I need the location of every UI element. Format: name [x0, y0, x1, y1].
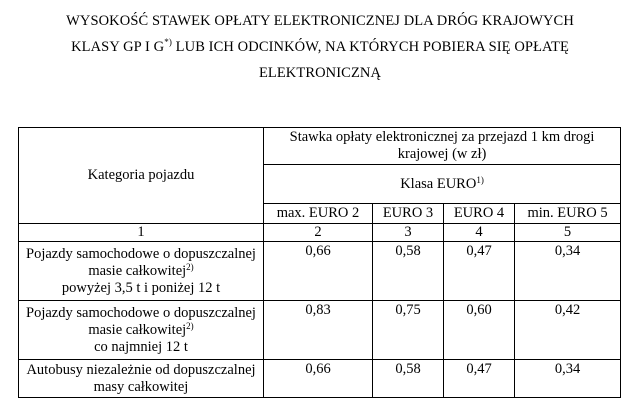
rate-value: 0,34 [515, 242, 621, 301]
rate-value: 0,47 [444, 360, 515, 398]
euro-class-cell: EURO 3 [373, 204, 444, 224]
table-row [19, 242, 621, 301]
document-title [0, 8, 640, 86]
toll-rates-table [18, 127, 621, 398]
euro-class-cell: max. EURO 2 [264, 204, 373, 224]
column-number: 1 [19, 224, 264, 242]
title-line-2-part-b: LUB ICH ODCINKÓW, NA KTÓRYCH POBIERA SIĘ OPŁATĘ [171, 39, 569, 55]
vehicle-category-cell [19, 360, 264, 398]
euro-class-header [264, 165, 621, 204]
rate-value: 0,58 [373, 242, 444, 301]
vehicle-category-cell [19, 242, 264, 301]
vehicle-category-text-2: powyżej 3,5 t i poniżej 12 t [61, 279, 221, 296]
rate-value: 0,66 [264, 360, 373, 398]
title-line-1: WYSOKOŚĆ STAWEK OPŁATY ELEKTRONICZNEJ DLA DRÓG KRAJOWYCH [66, 13, 574, 29]
rate-value: 0,75 [373, 301, 444, 360]
rate-value: 0,60 [444, 301, 515, 360]
column-number: 3 [373, 224, 444, 242]
rate-value: 0,66 [264, 242, 373, 301]
rate-value: 0,34 [515, 360, 621, 398]
vehicle-category-text: Autobusy niezależnie od dopuszczalnej masy całkowitej [26, 361, 256, 395]
vehicle-footnote-marker: 2) [186, 261, 194, 272]
table-row [19, 301, 621, 360]
column-number: 2 [264, 224, 373, 242]
title-footnote-marker: *) [164, 37, 172, 47]
table-row [19, 360, 621, 398]
header-row-top [19, 128, 621, 165]
euro-class-footnote-marker: 1) [476, 174, 484, 185]
vehicle-category-text: Pojazdy samochodowe o dopuszczalnej masie całkowitej [26, 304, 256, 338]
euro-class-cell: EURO 4 [444, 204, 515, 224]
rate-value: 0,47 [444, 242, 515, 301]
vehicle-category-text-2: co najmniej 12 t [94, 338, 188, 355]
column-number: 5 [515, 224, 621, 242]
rate-value: 0,58 [373, 360, 444, 398]
title-line-2-part-a: KLASY GP I G [71, 39, 165, 55]
column-number-row [19, 224, 621, 242]
euro-class-header-label: Klasa EURO [400, 175, 477, 192]
vehicle-category-cell [19, 301, 264, 360]
euro-class-cell: min. EURO 5 [515, 204, 621, 224]
vehicle-category-header: Kategoria pojazdu [19, 128, 264, 224]
vehicle-footnote-marker: 2) [186, 320, 194, 331]
rate-header: Stawka opłaty elektronicznej za przejazd 1 km drogi krajowej (w zł) [264, 128, 621, 165]
title-line-2 [0, 34, 640, 60]
vehicle-category-text: Pojazdy samochodowe o dopuszczalnej masie całkowitej [26, 245, 256, 279]
column-number: 4 [444, 224, 515, 242]
title-line-3: ELEKTRONICZNĄ [258, 65, 382, 81]
rate-value: 0,83 [264, 301, 373, 360]
rate-value: 0,42 [515, 301, 621, 360]
